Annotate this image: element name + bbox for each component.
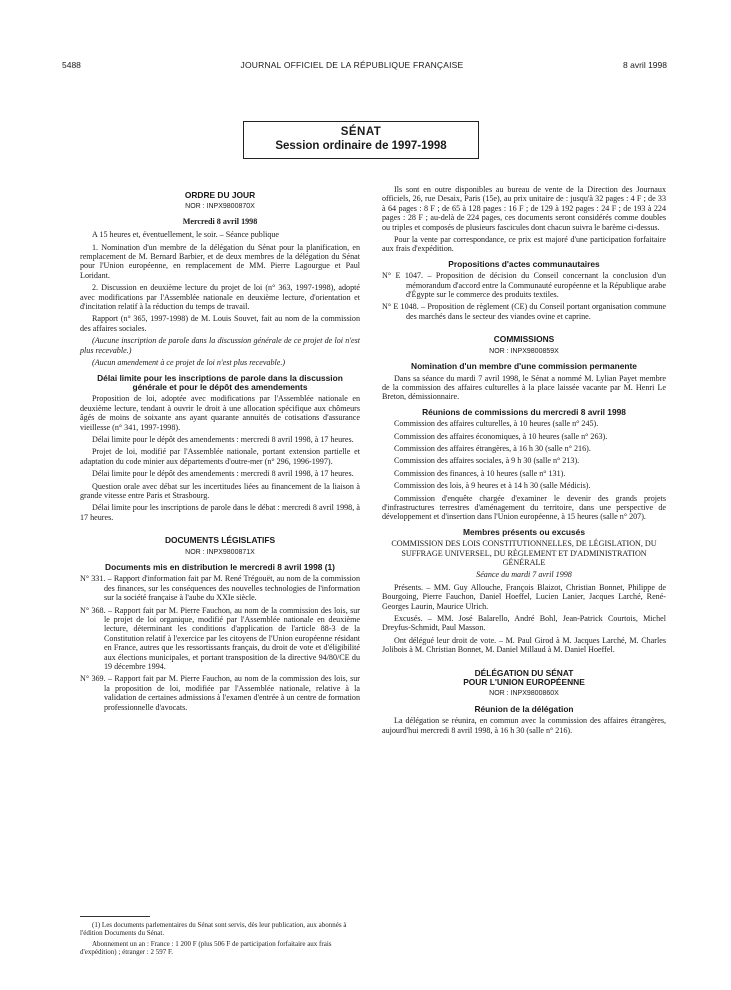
paragraph: (Aucun amendement à ce projet de loi n'est plus recevable.) xyxy=(92,358,286,368)
commission-meeting: Commission des affaires étrangères, à 16 h 30 (salle n° 216). xyxy=(394,443,591,453)
document-item: N° 331. – Rapport d'information fait par M. René Trégouët, au nom de la commission des finances, sur les conséquences des nouvelles technologies de l'information sur la société française à l'aube du XXIe siècle. xyxy=(80,574,360,603)
nomination-title: Nomination d'un membre d'une commission permanente xyxy=(411,361,637,372)
commission-meeting: Commission d'enquête chargée d'examiner le devenir des grands projets d'infrastructures terrestres d'aménagement du territoire, dans une perspective de développement et d'insertion dans l'Union européenne, à 15 heures (salle n° 207). xyxy=(382,493,666,522)
commission-meeting: Commission des finances, à 10 heures (salle n° 131). xyxy=(394,468,566,478)
title-box xyxy=(243,121,479,159)
title-session: Session ordinaire de 1997-1998 xyxy=(275,140,447,152)
document-item: N° 368. – Rapport fait par M. Pierre Fauchon, au nom de la commission des lois, sur le projet de loi organique, modifié par l'Assemblée nationale en deuxième lecture, déterminant les conditions d'application de l'article 88-3 de la Constitution relatif à l'exercice par les citoyens de l'Union européenne résidant en France, autres que les ressortissants français, du droit de vote et d'éligibilité aux élections municipales, et portant transposition de la directive 94/80/CE du 19 décembre 1994. xyxy=(80,605,360,672)
proposition-item: N° E 1048. – Proposition de règlement (CE) du Conseil portant organisation commune des marchés dans le secteur des viandes ovine et caprine. xyxy=(382,302,666,321)
delegation-title-2: POUR L'UNION EUROPÉENNE xyxy=(463,677,585,688)
proposition-item: N° E 1047. – Proposition de décision du Conseil concernant la conclusion d'un mémorandum d'accord entre la Communauté européenne et la République arabe d'Égypte sur le commerce des produits textiles. xyxy=(382,271,666,300)
docs-nor: NOR : INPX9800871X xyxy=(185,548,255,556)
delegation-title-1: DÉLÉGATION DU SÉNAT xyxy=(474,667,574,678)
commission-name: COMMISSION DES LOIS CONSTITUTIONNELLES, DE LÉGISLATION, DU SUFFRAGE UNIVERSEL, DU RÈGLEMENT ET D'ADMINISTRATION GÉNÉRALE xyxy=(391,539,657,567)
footnote-rule xyxy=(80,916,150,917)
page-number: 5488 xyxy=(62,60,81,70)
paragraph: Ils sont en outre disponibles au bureau de vente de la Direction des Journaux officiels, 26, rue Desaix, Paris (15e), au prix unitaire de : jusqu'à 32 pages : 4 F ; de 33 à 64 pages : 8 F ; de 65 à 128 pages : 16 F ; de 129 à 192 pages : 24 F ; de 193 à 224 pages : 28 F ; au-delà de 224 pages, ces documents seront considérés comme doubles ou triples et composés de plusieurs fascicules dont chacun suivra le barème ci-dessus. xyxy=(382,185,666,232)
paragraph: Projet de loi, modifié par l'Assemblée nationale, portant extension partielle et adaptation du code minier aux départements d'outre-mer (n° 296, 1996-1997). xyxy=(80,447,360,466)
paragraph: Dans sa séance du mardi 7 avril 1998, le Sénat a nommé M. Lylian Payet membre de la commission des affaires culturelles à la place laissée vacante par M. Henri Le Breton, démissionnaire. xyxy=(382,373,666,402)
membres-title: Membres présents ou excusés xyxy=(463,526,585,537)
ordre-title: ORDRE DU JOUR xyxy=(184,190,256,200)
paragraph: Rapport (n° 365, 1997-1998) de M. Louis Souvet, fait au nom de la commission des affaires sociales. xyxy=(80,314,360,333)
paragraph: Proposition de loi, adoptée avec modifications par l'Assemblée nationale en deuxième lecture, tendant à ouvrir le droit à une allocation spécifique aux chômeurs âgés de moins de soixante ans ayant quarante annuités de cotisations d'assurance vieillesse (n° 341, 1997-1998). xyxy=(80,394,360,432)
paragraph: La délégation se réunira, en commun avec la commission des affaires étrangères, aujourd'hui mercredi 8 avril 1998, à 16 h 30 (salle n° 216). xyxy=(382,716,666,735)
commission-meeting: Commission des affaires culturelles, à 10 heures (salle n° 245). xyxy=(394,419,599,429)
footnote-text: (1) Les documents parlementaires du Sénat sont servis, dès leur publication, aux abonnés à l'édition Documents du Sénat. xyxy=(80,921,347,937)
footnote-text: Abonnement un an : France : 1 200 F (plus 506 F de participation forfaitaire aux frais d'expédition) ; étranger : 2 597 F. xyxy=(80,940,332,956)
paragraph: 1. Nomination d'un membre de la délégation du Sénat pour la planification, en remplacement de M. Bernard Barbier, et de deux membres de la délégation du Sénat pour l'Union européenne, en remplacement de MM. Pierre Lagourgue et Paul Loridant. xyxy=(80,242,360,280)
ordre-date: Mercredi 8 avril 1998 xyxy=(182,216,258,226)
commission-meeting: Commission des affaires sociales, à 9 h 30 (salle n° 213). xyxy=(394,456,580,466)
page-header xyxy=(62,60,667,70)
paragraph: Délai limite pour le dépôt des amendements : mercredi 8 avril 1998, à 17 heures. xyxy=(92,434,354,444)
left-column xyxy=(80,185,360,715)
seance-date: Séance du mardi 7 avril 1998 xyxy=(476,570,572,580)
delegation-nor: NOR : INPX9800860X xyxy=(489,690,559,698)
header-date: 8 avril 1998 xyxy=(623,60,667,70)
paragraph: A 15 heures et, éventuellement, le soir. – Séance publique xyxy=(92,230,280,240)
paragraph: Question orale avec débat sur les incertitudes liées au financement de la liaison à grande vitesse entre Paris et Strasbourg. xyxy=(80,481,360,500)
ordre-nor: NOR : INPX9800870X xyxy=(185,203,255,211)
footnote xyxy=(80,916,360,959)
commission-meeting: Commission des lois, à 9 heures et à 14 h 30 (salle Médicis). xyxy=(394,481,591,491)
reunions-title: Réunions de commissions du mercredi 8 avril 1998 xyxy=(422,406,626,417)
docs-subtitle: Documents mis en distribution le mercredi 8 avril 1998 (1) xyxy=(105,562,335,572)
commissions-nor: NOR : INPX9800859X xyxy=(489,347,559,355)
delai-title: Délai limite pour les inscriptions de parole dans la discussion générale et pour le dépôt des amendements xyxy=(97,372,343,392)
paragraph: Délai limite pour le dépôt des amendements : mercredi 8 avril 1998, à 17 heures. xyxy=(92,469,354,479)
commission-meeting: Commission des affaires économiques, à 10 heures (salle n° 263). xyxy=(394,431,608,441)
reunion-delegation-title: Réunion de la délégation xyxy=(474,703,574,714)
docs-title: DOCUMENTS LÉGISLATIFS xyxy=(164,535,276,546)
paragraph: 2. Discussion en deuxième lecture du projet de loi (n° 363, 1997-1998), adopté avec modifications par l'Assemblée nationale en deuxième lecture, d'orientation et d'incitation relatif à la réduction du temps de travail. xyxy=(80,283,360,312)
journal-title: JOURNAL OFFICIEL DE LA RÉPUBLIQUE FRANÇAISE xyxy=(240,60,464,70)
paragraph: Délai limite pour les inscriptions de parole dans le débat : mercredi 8 avril 1998, à 17 heures. xyxy=(80,503,360,522)
right-column xyxy=(382,185,666,738)
paragraph: Présents. – MM. Guy Allouche, François Blaizot, Christian Bonnet, Philippe de Bourgoing, Pierre Fauchon, Daniel Hoeffel, Lucien Lanier, Jacques Larché, René-Georges Laurin, Maurice Ulrich. xyxy=(382,582,666,611)
paragraph: Ont délégué leur droit de vote. – M. Paul Girod à M. Jacques Larché, M. Charles Jolibois à M. Christian Bonnet, M. Daniel Millaud à M. Daniel Hoeffel. xyxy=(382,635,666,655)
paragraph: (Aucune inscription de parole dans la discussion générale de ce projet de loi n'est plus recevable.) xyxy=(80,336,360,355)
title-senat: SÉNAT xyxy=(340,126,382,138)
commissions-title: COMMISSIONS xyxy=(493,334,555,345)
document-item: N° 369. – Rapport fait par M. Pierre Fauchon, au nom de la commission des lois, sur la proposition de loi, modifiée par l'Assemblée nationale, relative à la validation de certaines admissions à l'examen d'entrée à un centre de formation professionnelle d'avocats. xyxy=(80,674,360,712)
paragraph: Pour la vente par correspondance, ce prix est majoré d'une participation forfaitaire aux frais d'expédition. xyxy=(382,235,666,254)
propositions-title: Propositions d'actes communautaires xyxy=(448,258,600,269)
paragraph: Excusés. – MM. José Balarello, André Bohl, Jean-Patrick Courtois, Michel Dreyfus-Schmidt, Paul Masson. xyxy=(382,614,666,633)
